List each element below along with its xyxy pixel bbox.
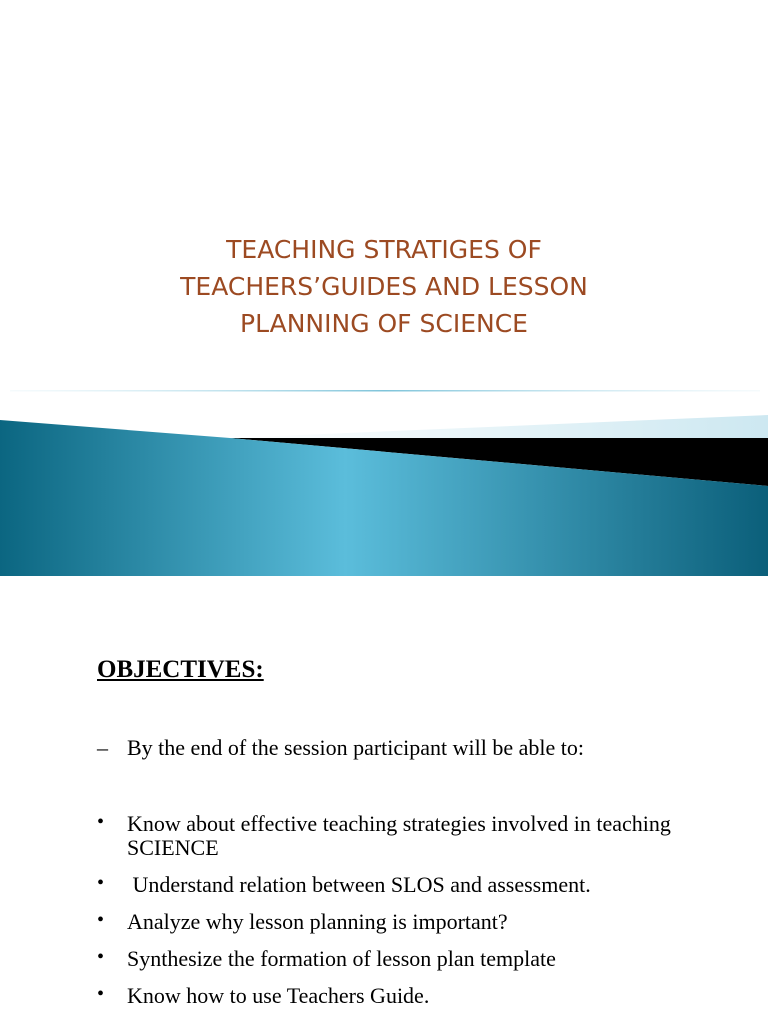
list-item xyxy=(97,984,737,1008)
bullet-icon: • xyxy=(97,946,105,968)
list-item xyxy=(97,873,737,897)
slide-title xyxy=(0,231,768,342)
bullet-icon: • xyxy=(97,909,105,931)
list-item-text: Analyze why lesson planning is important? xyxy=(127,909,508,934)
slide-title-line-3: PLANNING OF SCIENCE xyxy=(240,309,528,338)
list-item-text: Know about effective teaching strategies involved in teaching SCIENCE xyxy=(127,811,671,860)
objectives-list xyxy=(97,812,737,1021)
slide-title-line-2: TEACHERS’GUIDES AND LESSON xyxy=(180,272,588,301)
list-item-text: Understand relation between SLOS and assessment. xyxy=(127,872,591,897)
list-item-text: Synthesize the formation of lesson plan template xyxy=(127,946,556,971)
banner-thin-line xyxy=(10,390,760,392)
list-item-text: Know how to use Teachers Guide. xyxy=(127,983,430,1008)
decorative-banner xyxy=(0,380,768,580)
banner-pale-band xyxy=(230,415,768,440)
dash-marker: – xyxy=(97,735,108,760)
list-item xyxy=(97,812,737,860)
list-item xyxy=(97,910,737,934)
objectives-intro-text: By the end of the session participant will be able to: xyxy=(127,735,585,760)
list-item xyxy=(97,947,737,971)
bullet-icon: • xyxy=(97,983,105,1005)
bullet-icon: • xyxy=(97,872,105,894)
bullet-icon: • xyxy=(97,811,105,833)
objectives-heading: OBJECTIVES: xyxy=(97,656,264,683)
slide-title-line-1: TEACHING STRATIGES OF xyxy=(226,235,542,264)
